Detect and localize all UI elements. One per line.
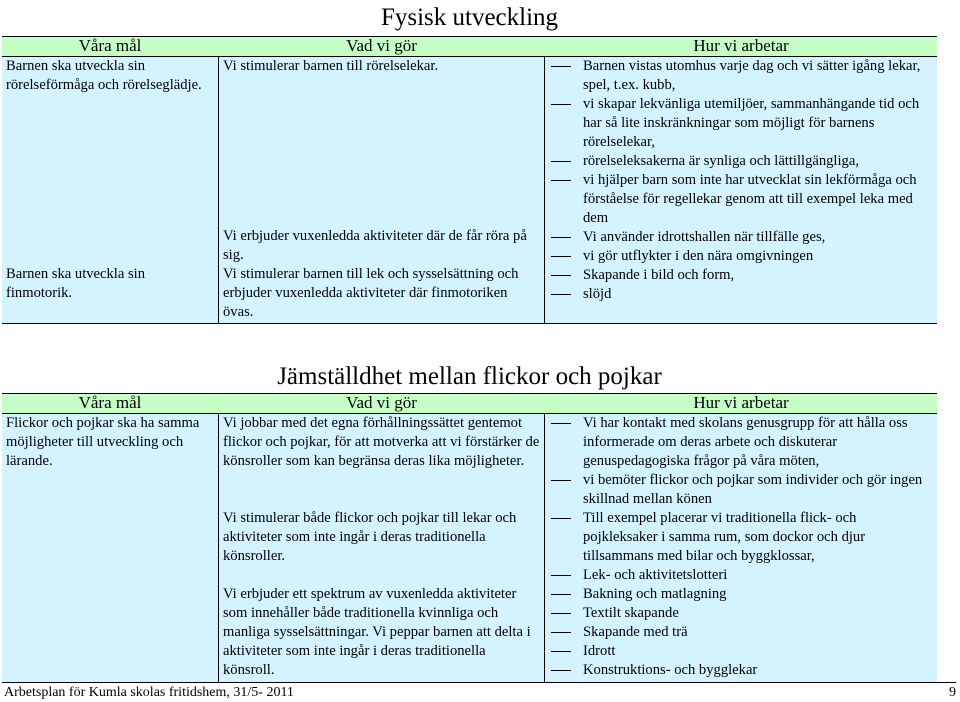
header-actions: Vad vi gör	[346, 393, 417, 412]
actions-column	[218, 414, 545, 682]
list-item: Textilt skapande	[583, 604, 933, 623]
action-cell: Vi stimulerar både flickor och pojkar till lekar och aktiviteter som inte ingår i deras traditionella könsroller.	[223, 510, 517, 564]
action-cell: Vi erbjuder vuxenledda aktiviteter där de får röra på sig.	[223, 228, 527, 263]
header-actions: Vad vi gör	[346, 36, 417, 55]
list-item: Vi har kontakt med skolans genusgrupp för att hålla oss informerade om deras arbete och diskuterar genuspedagogiska frågor på våra möten,	[583, 414, 933, 471]
goals-column	[2, 57, 218, 323]
header-goals: Våra mål	[78, 36, 142, 55]
actions-column	[218, 57, 545, 323]
section-fysisk-utveckling	[2, 0, 937, 330]
methods-column	[545, 57, 937, 323]
list-item: rörelseleksakerna är synliga och lättillgängliga,	[583, 152, 933, 171]
list-item: Bakning och matlagning	[583, 585, 933, 604]
section-title: Jämställdhet mellan flickor och pojkar	[277, 363, 662, 390]
list-item: Lek- och aktivitetslotteri	[583, 566, 933, 585]
goal-cell: Barnen ska utveckla sin finmotorik.	[6, 266, 146, 301]
list-item: vi skapar lekvänliga utemiljöer, sammanhängande tid och har så lite inskränkningar som möjligt för barnens rörelselekar,	[583, 95, 933, 152]
list-item: Till exempel placerar vi traditionella flick- och pojkleksaker i samma rum, som dockor och djur tillsammans med bilar och byggklossar,	[583, 509, 933, 566]
list-item: vi gör utflykter i den nära omgivningen	[583, 247, 933, 266]
list-item: Idrott	[583, 642, 933, 661]
header-methods: Hur vi arbetar	[693, 36, 789, 55]
list-item: Vi använder idrottshallen när tillfälle ges,	[583, 228, 933, 247]
table-header	[2, 393, 937, 414]
action-cell: Vi stimulerar barnen till rörelselekar.	[223, 58, 439, 74]
list-item: Skapande i bild och form,	[583, 266, 933, 285]
list-item: vi hjälper barn som inte har utvecklat sin lekförmåga och förståelse för regellekar genom att till exempel leka med dem	[583, 171, 933, 228]
list-item: vi bemöter flickor och pojkar som individer och gör ingen skillnad mellan könen	[583, 471, 933, 509]
action-cell: Vi erbjuder ett spektrum av vuxenledda aktiviteter som innehåller både traditionella kvinnliga och manliga sysselsättningar. Vi peppar barnen att delta i aktiviteter som inte ingår i deras traditionella könsroll.	[223, 586, 531, 678]
page-number: 9	[949, 685, 956, 700]
action-cell: Vi jobbar med det egna förhållningssättet gentemot flickor och pojkar, för att motverka att vi förstärker de könsroller som kan begränsa deras lika möjligheter.	[223, 415, 540, 469]
section-jamstalldhet	[2, 360, 937, 682]
goal-cell: Flickor och pojkar ska ha samma möjligheter till utveckling och lärande.	[6, 415, 200, 469]
list-item: Skapande med trä	[583, 623, 933, 642]
methods-column	[545, 414, 937, 682]
section-title: Fysisk utveckling	[380, 4, 559, 31]
goal-cell: Barnen ska utveckla sin rörelseförmåga och rörelseglädje.	[6, 58, 202, 93]
footer-text: Arbetsplan för Kumla skolas fritidshem, 31/5- 2011	[4, 685, 294, 700]
list-item: slöjd	[583, 285, 933, 304]
header-goals: Våra mål	[78, 393, 142, 412]
page-footer	[4, 682, 956, 702]
list-item: Barnen vistas utomhus varje dag och vi sätter igång lekar, spel, t.ex. kubb,	[583, 57, 933, 95]
table-body	[2, 57, 937, 324]
table-header	[2, 36, 937, 57]
goals-column	[2, 414, 218, 682]
header-methods: Hur vi arbetar	[693, 393, 789, 412]
table-body	[2, 414, 937, 683]
list-item: Konstruktions- och bygglekar	[583, 661, 933, 680]
action-cell: Vi stimulerar barnen till lek och sysselsättning och erbjuder vuxenledda aktiviteter där finmotoriken övas.	[223, 266, 519, 320]
